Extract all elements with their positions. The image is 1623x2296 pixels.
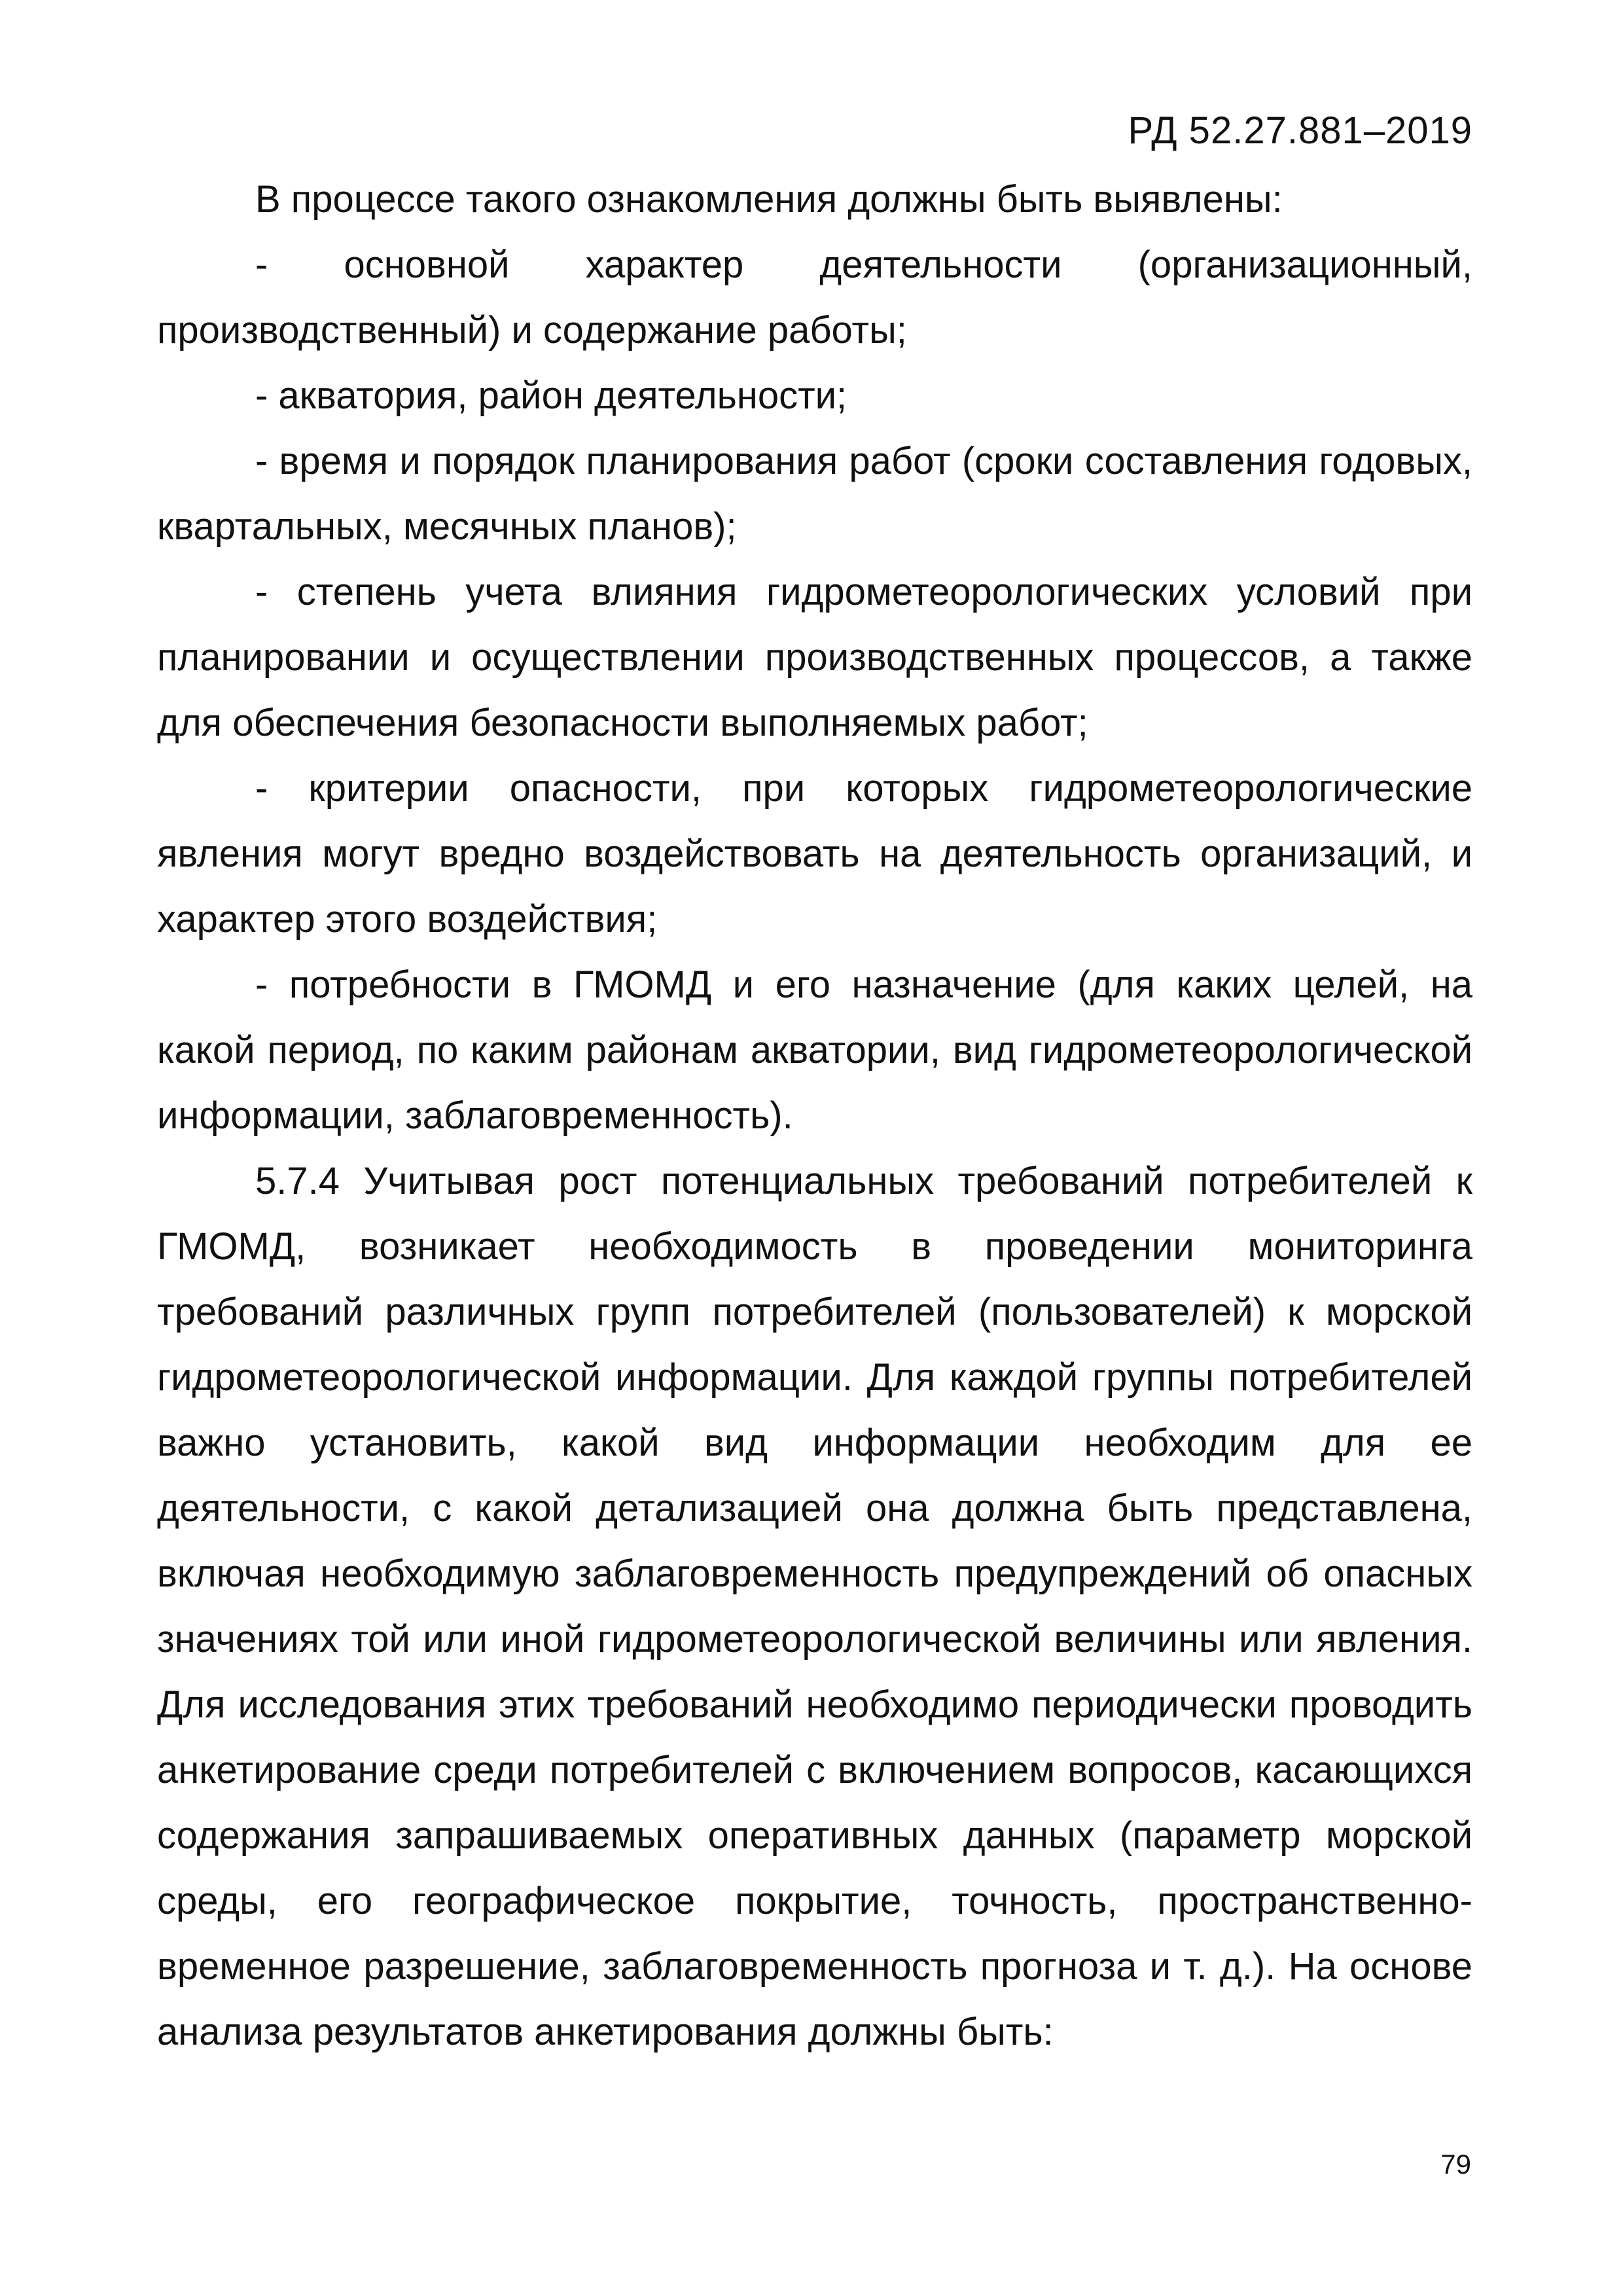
page-number: 79 — [1440, 2149, 1471, 2179]
list-item-hydromet-influence: - степень учета влияния гидрометеорологических условий при планировании и осуществлении производственных процессов, а также для обеспечения безопасности выполняемых работ; — [157, 571, 1472, 744]
list-item-needs: - потребности в ГМОМД и его назначение (для каких целей, на какой период, по каким районам акватории, вид гидрометеорологической информации, заблаговременность). — [157, 963, 1472, 1137]
paragraph-intro: В процессе такого ознакомления должны быть выявлены: — [255, 178, 1283, 221]
list-item-water-area: - акватория, район деятельности; — [255, 374, 847, 417]
list-item-planning-time: - время и порядок планирования работ (сроки составления годовых, квартальных, месячных планов); — [157, 440, 1472, 548]
list-item-activity-character: - основной характер деятельности (организационный, производственный) и содержание работы; — [157, 243, 1472, 351]
body-text — [157, 167, 1472, 2065]
list-item-danger-criteria: - критерии опасности, при которых гидрометеорологические явления могут вредно воздействовать на деятельность организаций, и характер этого воздействия; — [157, 767, 1472, 941]
document-code-header: РД 52.27.881–2019 — [1128, 109, 1472, 152]
paragraph-5-7-4: 5.7.4 Учитывая рост потенциальных требований потребителей к ГМОМД, возникает необходимость в проведении мониторинга требований различных групп потребителей (пользователей) к морской гидрометеорологической информации. Для каждой группы потребителей важно установить, какой вид информации необходим для ее деятельности, с какой детализацией она должна быть представлена, включая необходимую заблаговременность предупреждений об опасных значениях той или иной гидрометеорологической величины или явления. Для исследования этих требований необходимо периодически проводить анкетирование среди потребителей с включением вопросов, касающихся содержания запрашиваемых оперативных данных (параметр морской среды, его географическое покрытие, точность, пространственно-временное разрешение, заблаговременность прогноза и т. д.). На основе анализа результатов анкетирования должны быть: — [157, 1160, 1472, 2053]
